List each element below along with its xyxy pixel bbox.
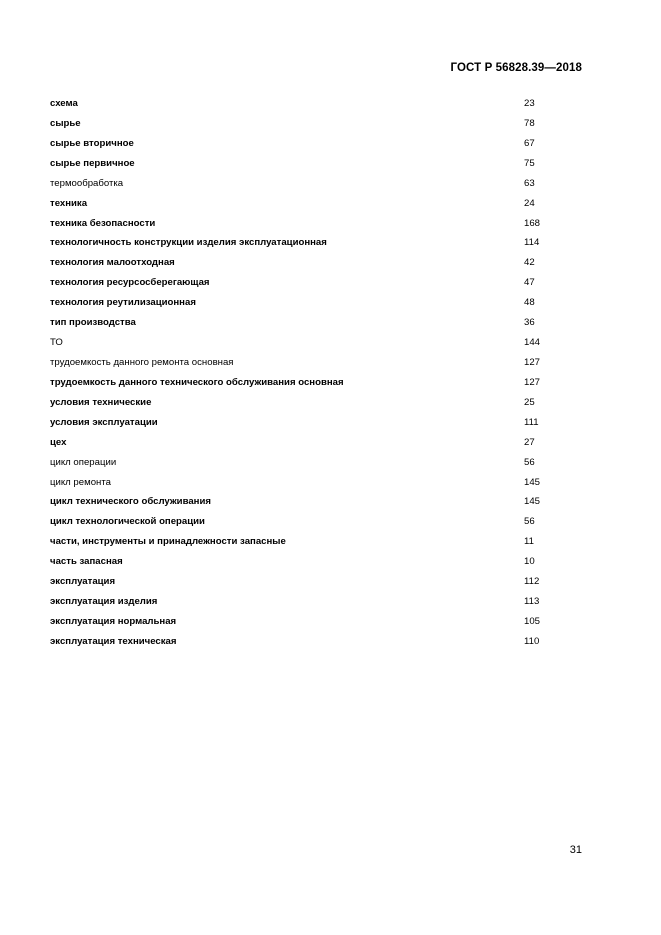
index-page-ref: 42 xyxy=(524,257,535,269)
index-entry xyxy=(50,293,550,313)
index-page-ref: 56 xyxy=(524,516,535,528)
index-term: цикл технологической операции xyxy=(50,516,205,528)
index-page-ref: 47 xyxy=(524,277,535,289)
index-term: технологичность конструкции изделия эксплуатационная xyxy=(50,237,327,249)
index-entry xyxy=(50,473,550,493)
index-entry xyxy=(50,273,550,293)
index-entry xyxy=(50,114,550,134)
index-term: сырье вторичное xyxy=(50,137,134,149)
index-term: эксплуатация техническая xyxy=(50,635,177,647)
index-page-ref: 11 xyxy=(524,536,534,548)
index-entry xyxy=(50,552,550,572)
index-term: сырье первичное xyxy=(50,157,135,169)
index-page-ref: 168 xyxy=(524,217,541,229)
index-page-ref: 145 xyxy=(524,496,541,508)
index-term: трудоемкость данного технического обслуживания основная xyxy=(50,376,344,388)
index-page-ref: 105 xyxy=(524,615,541,627)
index-term: трудоемкость данного ремонта основная xyxy=(50,356,234,368)
index-term: техника xyxy=(50,197,88,209)
index-term: ТО xyxy=(50,337,63,349)
index-page-ref: 24 xyxy=(524,197,535,209)
index-term: техника безопасности xyxy=(50,217,156,229)
index-entry xyxy=(50,214,550,234)
index-entry xyxy=(50,134,550,154)
index-page-ref: 23 xyxy=(524,98,535,109)
index-page-ref: 75 xyxy=(524,157,535,169)
index-page-ref: 63 xyxy=(524,177,535,189)
index-term: технология малоотходная xyxy=(50,257,175,269)
index-page-ref: 25 xyxy=(524,396,535,408)
index-term: части, инструменты и принадлежности запасные xyxy=(50,536,286,548)
index-term: эксплуатация изделия xyxy=(50,596,158,608)
index-entry xyxy=(50,373,550,393)
index-entry xyxy=(50,532,550,552)
index-page-ref: 36 xyxy=(524,317,535,329)
index-term: цикл ремонта xyxy=(50,476,111,488)
index-term: эксплуатация xyxy=(50,576,116,588)
index-page-ref: 10 xyxy=(524,556,535,568)
index-page-ref: 56 xyxy=(524,456,535,468)
index-entry xyxy=(50,313,550,333)
index-term: технология ресурсосберегающая xyxy=(50,277,210,289)
index-entry xyxy=(50,433,550,453)
index-entry xyxy=(50,393,550,413)
index-page-ref: 111 xyxy=(524,416,539,428)
index-page-ref: 127 xyxy=(524,376,541,388)
index-entry xyxy=(50,154,550,174)
index-term: технология реутилизационная xyxy=(50,297,196,309)
index-page-ref: 127 xyxy=(524,356,541,368)
index-page-ref: 27 xyxy=(524,436,535,448)
index-entry xyxy=(50,632,550,652)
index-entry xyxy=(50,174,550,194)
index-entry xyxy=(50,572,550,592)
index-entry xyxy=(50,233,550,253)
index-page-ref: 114 xyxy=(524,237,540,249)
index-entry xyxy=(50,453,550,473)
index-page-ref: 145 xyxy=(524,476,541,488)
index-entry xyxy=(50,592,550,612)
index-entry xyxy=(50,333,550,353)
index-term: цех xyxy=(50,436,67,448)
index-term: схема xyxy=(50,98,78,109)
index-term: часть запасная xyxy=(50,556,123,568)
index-term: цикл технического обслуживания xyxy=(50,496,211,508)
index-entry xyxy=(50,492,550,512)
index-page-ref: 112 xyxy=(524,576,540,588)
index-entry xyxy=(50,413,550,433)
index-page-ref: 78 xyxy=(524,117,535,129)
index-entry xyxy=(50,353,550,373)
index-term: условия технические xyxy=(50,396,152,408)
index-entry xyxy=(50,194,550,214)
index-page-ref: 110 xyxy=(524,635,540,647)
index-term: условия эксплуатации xyxy=(50,416,158,428)
page-number: 31 xyxy=(569,844,582,856)
index-page-ref: 113 xyxy=(524,596,540,608)
standard-designation: ГОСТ Р 56828.39—2018 xyxy=(450,62,582,74)
index-page-ref: 67 xyxy=(524,137,535,149)
index-page-ref: 144 xyxy=(524,337,541,349)
index-page-ref: 48 xyxy=(524,297,535,309)
alphabetical-index xyxy=(50,94,550,652)
index-term: цикл операции xyxy=(50,456,117,468)
index-term: эксплуатация нормальная xyxy=(50,615,177,627)
index-entry xyxy=(50,94,550,114)
index-entry xyxy=(50,512,550,532)
index-entry xyxy=(50,253,550,273)
index-term: сырье xyxy=(50,117,81,129)
index-term: тип производства xyxy=(50,317,136,329)
index-entry xyxy=(50,612,550,632)
index-term: термообработка xyxy=(50,177,124,189)
